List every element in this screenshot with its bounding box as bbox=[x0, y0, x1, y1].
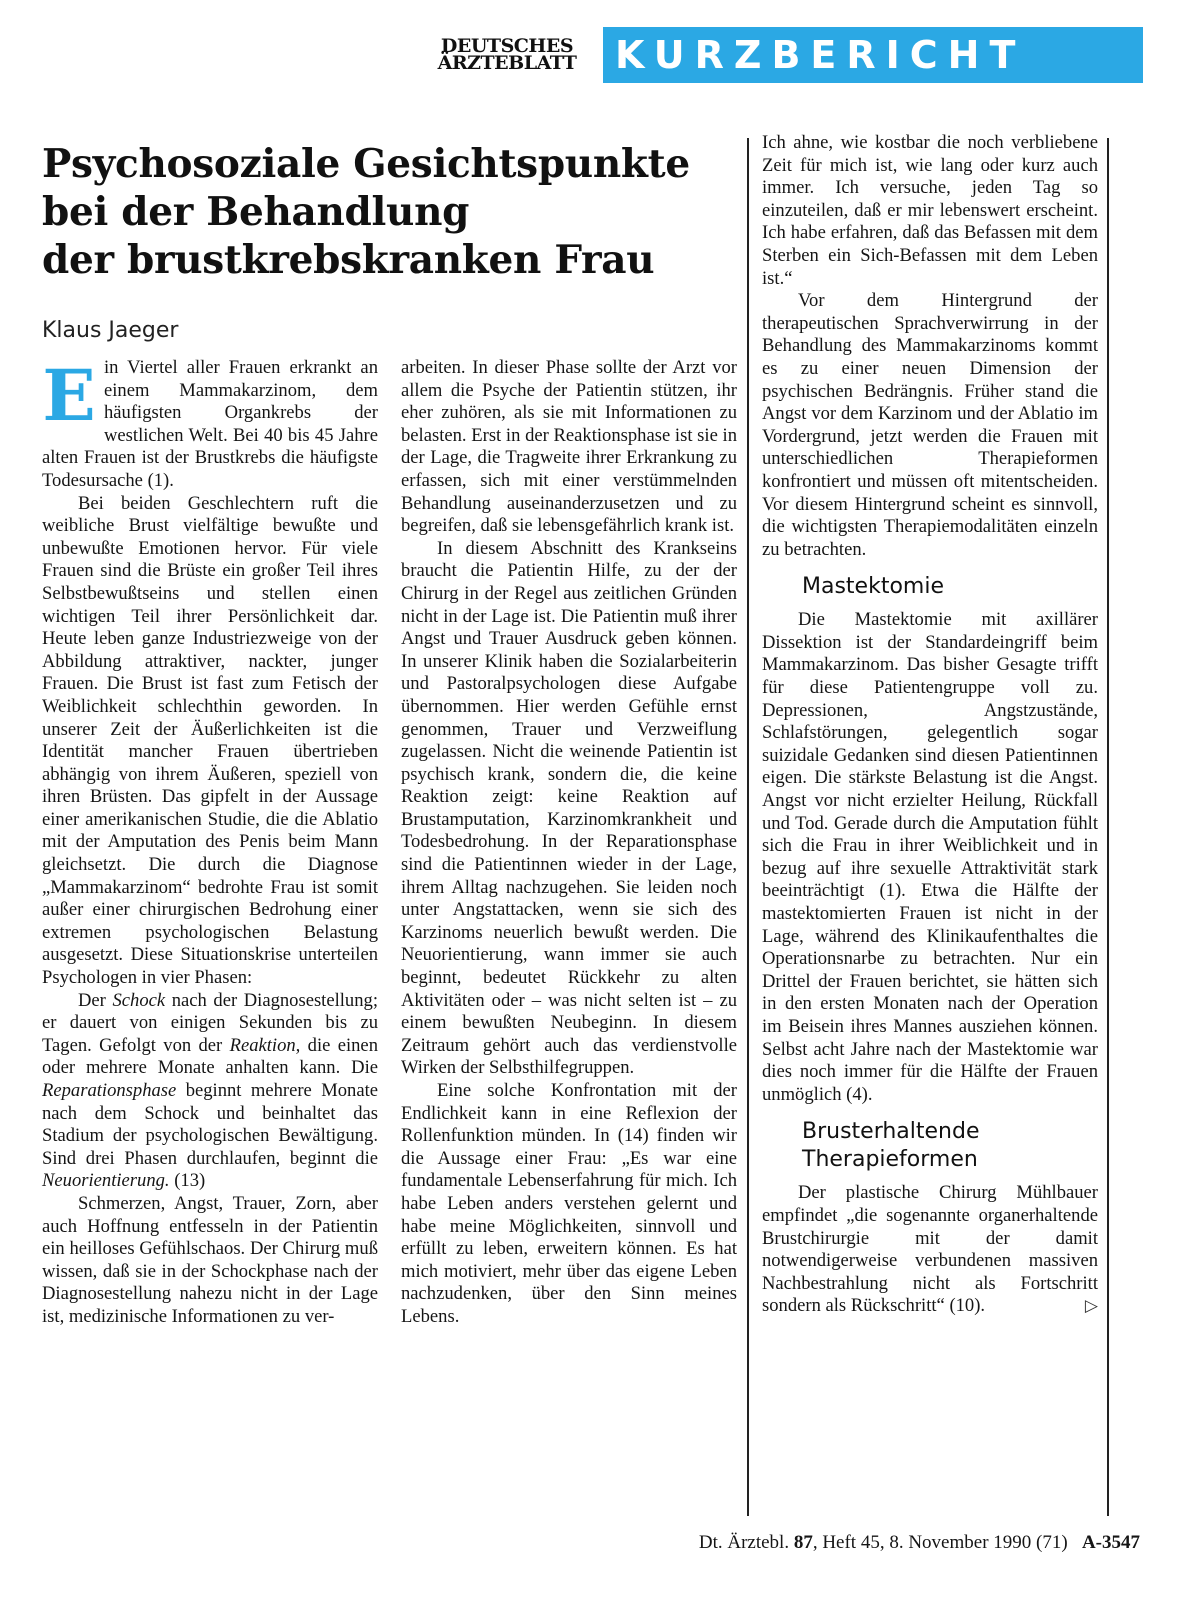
paragraph: Schmerzen, Angst, Trauer, Zorn, aber auch Hoffnung entfesseln in der Patientin ein heilloses Gefühlschaos. Der Chirurg muß wissen, daß sie in der Schockphase nach der Diagnosestellung nahezu nicht in der Lage ist, medizinische Informationen zu ver- bbox=[42, 1192, 378, 1327]
footer-volume: 87 bbox=[793, 1532, 813, 1553]
subheading-line-1: Brusterhaltende bbox=[802, 1119, 980, 1145]
text-run: Der plastische Chirurg Mühlbauer empfindet „die sogenannte organerhaltende Brustchirurgie mit der damit notwendigerweise verbundenen massiven Nachbestrahlung nicht als Fortschritt sondern als Rückschritt“ (10). bbox=[762, 1182, 1098, 1317]
column-1 bbox=[42, 354, 378, 1329]
page-footer bbox=[560, 1532, 1140, 1554]
subheading-line-2: Therapieformen bbox=[802, 1147, 978, 1173]
drop-cap: E bbox=[42, 354, 96, 437]
term-neuorientierung: Neuorientierung. bbox=[42, 1170, 170, 1192]
text-run: (13) bbox=[169, 1170, 206, 1192]
title-line-1: Psychosoziale Gesichtspunkte bbox=[42, 141, 690, 187]
continue-arrow-icon: ▷ bbox=[1084, 1296, 1098, 1317]
journal-logo bbox=[422, 35, 592, 74]
subheading-brusterhaltende-therapieformen bbox=[802, 1118, 1098, 1174]
footer-issue: , Heft 45, 8. November 1990 (71) bbox=[812, 1532, 1068, 1553]
column-3 bbox=[762, 132, 1098, 1318]
footer-journal: Dt. Ärztebl. bbox=[698, 1532, 790, 1553]
paragraph: Eine solche Konfrontation mit der Endlichkeit kann in eine Reflexion der Rollenfunktion münden. In (14) finden wir die Aussage einer Frau: „Es war eine fundamentale Lebenserfahrung für mich. Ich habe Leben anders verstehen gelernt und habe meine Möglichkeiten, sinnvoll und erfüllt zu leben, erweitern können. Es hat mich motiviert, mehr über das eigene Leben nachzudenken, über den Sinn meines Lebens. bbox=[401, 1080, 737, 1327]
paragraph: Vor dem Hintergrund der therapeutischen Sprachverwirrung in der Behandlung des Mammakarzinoms kommt es zu einer neuen Dimension der psychischen Bedrängnis. Früher stand die Angst vor dem Karzinom und der Ablatio im Vordergrund, jetzt werden die Frauen mit unterschiedlichen Therapieformen konfrontiert und müssen oft mitentscheiden. Vor diesem Hintergrund scheint es sinnvoll, die wichtigsten Therapiemodalitäten einzeln zu betrachten. bbox=[762, 290, 1098, 560]
column-2 bbox=[401, 357, 737, 1329]
term-schock: Schock bbox=[112, 989, 166, 1011]
paragraph: Bei beiden Geschlechtern ruft die weibliche Brust vielfältige bewußte und unbewußte Emotionen hervor. Für viele Frauen sind die Brüste ein großer Teil ihres Selbstbewußtseins und stellen einen wichtigen Teil ihrer Persönlichkeit dar. Heute leben ganze Industriezweige von der Abbildung attraktiver, nackter, junger Frauen. Die Brust ist fast zum Fetisch der Weiblichkeit schlechthin geworden. In unserer Zeit der Äußerlichkeiten ist die Identität mancher Frauen übertrieben abhängig von ihrem Äußeren, speziell von ihren Brüsten. Das gipfelt in der Aussage einer amerikanischen Studie, die die Ablatio mit der Amputation des Penis beim Mann gleichsetzt. Die durch die Diagnose „Mammakarzinom“ bedrohte Frau ist somit außer einer chirurgischen Bedrohung einer extremen psychologischen Belastung ausgesetzt. Diese Situationskrise unterteilen Psychologen in vier Phasen: bbox=[42, 492, 378, 989]
text-run: nach der Diagnosestellung; er dauert von einigen Sekunden bis zu Tagen. Gefolgt von der bbox=[42, 989, 378, 1056]
text-run: die einen oder mehrere Monate anhalten kann. Die bbox=[42, 1034, 378, 1079]
paragraph: In diesem Abschnitt des Krankseins braucht die Patientin Hilfe, zu der der Chirurg in der Regel aus zeitlichen Gründen nicht in der Lage ist. Die Patientin muß ihrer Angst und Trauer Ausdruck geben können. In unserer Klinik haben die Sozialarbeiterin und Pastoralpsychologen diese Aufgabe übernommen. Hier werden Gefühle ernst genommen, Trauer und Verzweiflung zugelassen. Nicht die weinende Patientin ist psychisch krank, sondern die, die keine Reaktion zeigt: keine Reaktion auf Brustamputation, Karzinomkrankheit und Todesbedrohung. In der Reparationsphase sind die Patientinnen wieder in der Lage, ihrem Alltag nachzugehen. Sie leiden noch unter Angstattacken, wenn sie sich des Karzinoms neuerlich bewußt werden. Die Neuorientierung, wann immer sie auch beginnt, bedeutet Rückkehr zu alten Aktivitäten oder – was nicht selten ist – zu einem bewußten Neubeginn. In diesem Zeitraum gehört auch das verdienstvolle Wirken der Selbsthilfegruppen. bbox=[401, 537, 737, 1079]
text-run: beginnt mehrere Monate nach dem Schock und beinhaltet das Stadium der psychologischen Bewältigung. Sind drei Phasen durchlaufen, beginnt die bbox=[42, 1080, 378, 1169]
subheading-mastektomie: Mastektomie bbox=[802, 574, 944, 600]
intro-text: in Viertel aller Frauen erkrankt an einem Mammakarzinom, dem häufigsten Organkrebs der westlichen Welt. Bei 40 bis 45 Jahre alten Frauen ist der Brustkrebs die häufigste Todesursache (1). bbox=[42, 357, 378, 491]
footer-page-number: A-3547 bbox=[1081, 1532, 1140, 1553]
term-reparationsphase: Reparationsphase bbox=[42, 1080, 177, 1101]
article-author: Klaus Jaeger bbox=[42, 318, 179, 343]
column-divider-right bbox=[1107, 138, 1109, 1516]
article-title bbox=[42, 140, 762, 284]
section-banner: KURZBERICHT bbox=[603, 27, 1143, 83]
journal-logo-line2: ÄRZTEBLATT bbox=[437, 52, 577, 74]
column-divider-left bbox=[747, 138, 749, 1516]
paragraph bbox=[762, 1182, 1098, 1318]
term-reaktion: Reaktion, bbox=[229, 1034, 301, 1056]
title-line-3: der brustkrebskranken Frau bbox=[42, 237, 655, 283]
text-run: Der bbox=[78, 989, 113, 1011]
paragraph: arbeiten. In dieser Phase sollte der Arzt vor allem die Psyche der Patientin stützen, ihr eher zuhören, als sie mit Informationen zu belasten. Erst in der Reaktionsphase ist sie in der Lage, die Tragweite ihrer Erkrankung zu erfassen, sich mit einer verstümmelnden Behandlung auseinanderzusetzen und zu begreifen, daß sie lebensgefährlich krank ist. bbox=[401, 357, 737, 537]
phases-paragraph bbox=[42, 990, 378, 1193]
journal-logo-line1: DEUTSCHES bbox=[440, 35, 574, 57]
intro-paragraph bbox=[42, 354, 378, 493]
title-line-2: bei der Behandlung bbox=[42, 189, 470, 235]
paragraph: Die Mastektomie mit axillärer Dissektion ist der Standardeingriff beim Mammakarzinom. Das bisher Gesagte trifft für diese Patientengruppe voll zu. Depressionen, Angstzustände, Schlafstörungen, gelegentlich sogar suizidale Gedanken sind diesen Patientinnen eigen. Die stärkste Belastung ist die Angst. Angst vor nicht erzielter Heilung, Rückfall und Tod. Gerade durch die Amputation fühlt sich die Frau in ihrer Weiblichkeit und in bezug auf ihre sexuelle Attraktivität stark beeinträchtigt (1). Etwa die Hälfte der mastektomierten Frauen ist nicht in der Lage, während des Klinikaufenthaltes die Operationsnarbe zu betrachten. Nur ein Drittel der Frauen berichtet, sie hätten sich in den ersten Monaten nach der Operation im Beisein ihres Mannes ausziehen können. Selbst acht Jahre nach der Mastektomie war dies noch immer für die Hälfte der Frauen unmöglich (4). bbox=[762, 609, 1098, 1105]
paragraph: Ich ahne, wie kostbar die noch verbliebene Zeit für mich ist, wie lang oder kurz auch immer. Ich versuche, jeden Tag so einzuteilen, daß er mir lebenswert erscheint. Ich habe erfahren, daß das Befassen mit dem Sterben ein Sich-Befassen mit dem Leben ist.“ bbox=[762, 132, 1098, 289]
